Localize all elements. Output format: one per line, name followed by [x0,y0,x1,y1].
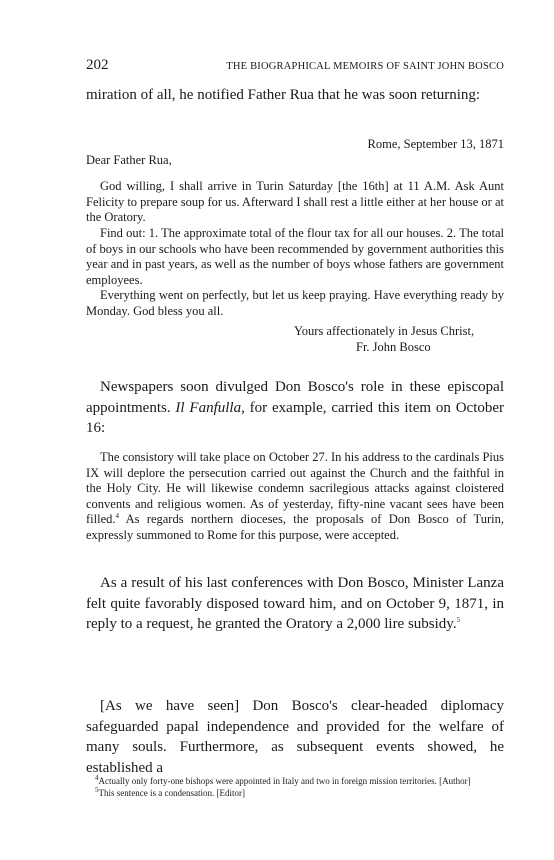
letter-salutation: Dear Father Rua, [86,153,172,167]
letter-paragraph-2: Find out: 1. The approximate total of the flour tax for all our houses. 2. The total of boys in our schools who have been recommended by government authorities this year and in past years, as well as the number of boys whose fathers are government employees. [86,226,504,287]
letter-dateline: Rome, September 13, 1871 [367,137,504,151]
footnote-number: 5 [95,785,99,794]
lanza-paragraph [86,573,504,635]
letter-signature: Fr. John Bosco [356,340,431,354]
newspapers-text-after: for example, carried this item on October 16: [86,399,505,436]
footnote-text: Actually only forty-one bishops were appointed in Italy and two in foreign mission territories. [Author] [98,776,471,786]
page-number: 202 [86,57,109,73]
lanza-text: As a result of his last conferences with Don Bosco, Minister Lanza felt quite favorably disposed toward him, and on October 9, 1871, in reply to a request, he granted the Oratory a 2,000 lire subsidy. [86,575,504,632]
quote-text-continued: As regards northern dioceses, the proposals of Don Bosco of Turin, expressly summoned to Rome for this purpose, were accepted. [86,512,504,542]
newspapers-paragraph [86,377,504,439]
newspaper-title: Il Fanfulla, [175,399,245,416]
footnote-5 [86,785,504,800]
footnote-ref-5: 5 [456,616,461,624]
page-header [86,57,504,74]
diplomacy-paragraph: [As we have seen] Don Bosco's clear-headed diplomacy safeguarded papal independence and provided for the welfare of many souls. Furthermore, as subsequent events showed, he established a [86,698,504,776]
running-title: THE BIOGRAPHICAL MEMOIRS OF SAINT JOHN BOSCO [226,61,504,72]
letter-paragraph-3: Everything went on perfectly, but let us keep praying. Have everything ready by Monday. God bless you all. [86,288,504,318]
footnote-4 [86,776,504,788]
newspapers-text-before: Newspapers soon divulged Don Bosco's role in these episcopal appointments. [86,379,504,416]
quote-text: The consistory will take place on October 27. In his address to the cardinals Pius IX will deplore the persecution carried out against the Church and the faithful in the Holy City. He will likewise condemn sacrilegious attacks against cloistered convents and religious women. As of yesterday, fifty-nine vacant sees have been filled. [86,450,504,526]
letter-paragraph-1: God willing, I shall arrive in Turin Saturday [the 16th] at 11 A.M. Ask Aunt Felicity to prepare soup for us. Afterward I shall rest a little either at her house or at the Oratory. [86,179,504,224]
footnote-number: 4 [95,774,99,782]
footnote-text: This sentence is a condensation. [Editor] [98,787,245,798]
newspaper-quote [86,450,504,543]
footnotes [86,776,504,799]
intro-paragraph: miration of all, he notified Father Rua that he was soon returning: [86,87,481,103]
footnote-ref-4: 4 [115,511,120,520]
letter-closing: Yours affectionately in Jesus Christ, [294,324,475,338]
